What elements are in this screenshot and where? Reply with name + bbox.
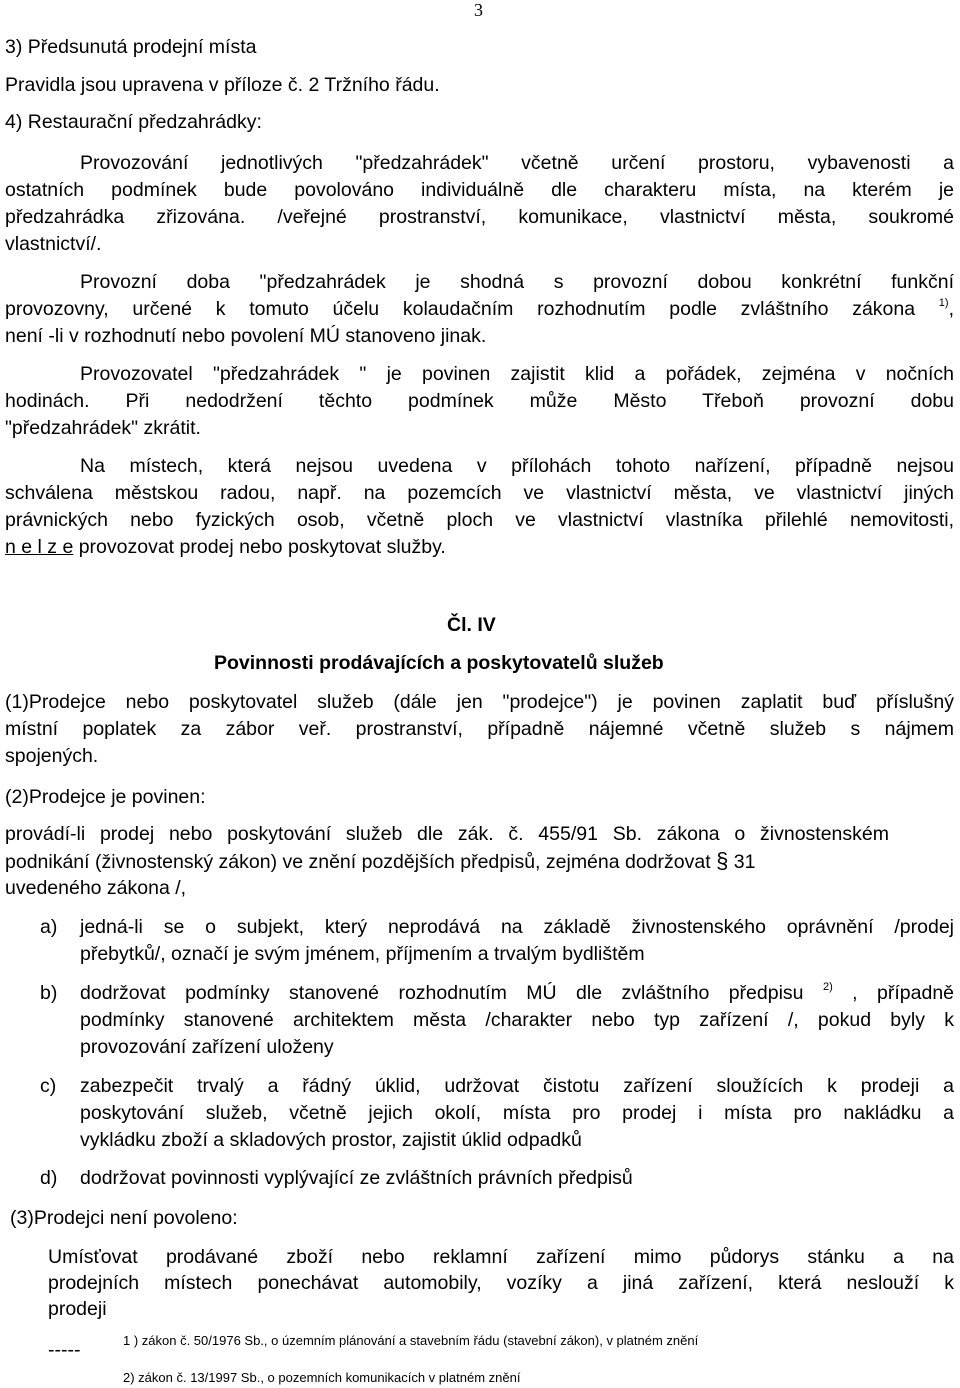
item-b-line-3: provozování zařízení uloženy bbox=[80, 1036, 334, 1058]
para-2-line-2 bbox=[5, 849, 755, 874]
section-4-heading: 4) Restaurační předzahrádky: bbox=[5, 111, 262, 133]
para-2-line-1: provádí-li prodej nebo poskytování služeb dle zák. č. 455/91 Sb. zákona o živnostenském bbox=[5, 823, 889, 845]
para-3-line-2: prodejních místech ponechávat automobily, vozíky a jiná zařízení, která neslouží k bbox=[48, 1272, 954, 1294]
para-2-heading: (2)Prodejce je povinen: bbox=[5, 786, 206, 808]
section-4-p1-line-2: ostatních podmínek bude povolováno individuálně dle charakteru místa, na kterém je bbox=[5, 179, 954, 201]
para-3-heading: (3)Prodejci není povoleno: bbox=[10, 1207, 238, 1229]
item-a-line-1: jedná-li se o subjekt, který neprodává na základě živnostenského oprávnění /prodej bbox=[80, 916, 954, 938]
item-b-line-2: podmínky stanovené architektem města /charakter nebo typ zařízení /, pokud byly k bbox=[80, 1009, 954, 1031]
para-3-line-1: Umísťovat prodávané zboží nebo reklamní zařízení mimo půdorys stánku a na bbox=[48, 1246, 954, 1268]
section-4-p2-line-2-end: , bbox=[948, 298, 954, 320]
item-c-line-2: poskytování služeb, včetně jejich okolí, místa pro prodej i místa pro nakládku a bbox=[80, 1102, 954, 1124]
item-a-line-2: přebytků/, označí je svým jménem, příjmením a trvalým bydlištěm bbox=[80, 943, 645, 965]
item-b-marker: b) bbox=[40, 982, 58, 1004]
item-c-marker: c) bbox=[40, 1075, 57, 1097]
para-1-line-2: místní poplatek za zábor veř. prostranství, případně nájemné včetně služeb s nájmem bbox=[5, 718, 954, 740]
section-4-p2-line-3: není -li v rozhodnutí nebo povolení MÚ stanoveno jinak. bbox=[5, 325, 487, 347]
section-4-p4-line-2: schválena městskou radou, např. na pozemcích ve vlastnictví města, ve vlastnictví jiných bbox=[5, 482, 954, 504]
section-4-p3-line-3: "předzahrádek" zkrátit. bbox=[5, 417, 201, 439]
nelze-emphasis: n e l z e bbox=[5, 536, 74, 558]
section-3-heading: 3) Předsunutá prodejní místa bbox=[5, 36, 257, 58]
para-2-line-3: uvedeného zákona /, bbox=[5, 877, 187, 899]
item-c-line-1: zabezpečit trvalý a řádný úklid, udržovat čistotu zařízení sloužících k prodeji a bbox=[80, 1075, 954, 1097]
para-1-line-1: (1)Prodejce nebo poskytovatel služeb (dále jen "prodejce") je povinen zaplatit buď příslušný bbox=[5, 691, 954, 713]
page-number: 3 bbox=[474, 0, 483, 20]
section-4-p2-line-2 bbox=[5, 297, 954, 321]
section-4-p1-line-3: předzahrádka zřizována. /veřejné prostranství, komunikace, vlastnictví města, soukromé bbox=[5, 206, 954, 228]
para-1-line-3: spojených. bbox=[5, 745, 99, 767]
footnote-2: 2) zákon č. 13/1997 Sb., o pozemních komunikacích v platném znění bbox=[123, 1370, 521, 1385]
section-4-p1-line-1: Provozování jednotlivých "předzahrádek" včetně určení prostoru, vybavenosti a bbox=[80, 152, 954, 174]
item-d-marker: d) bbox=[40, 1167, 58, 1189]
section-4-p3-line-2: hodinách. Při nedodržení těchto podmínek může Město Třeboň provozní dobu bbox=[5, 390, 954, 412]
section-4-p4-line-1: Na místech, která nejsou uvedena v přílohách tohoto nařízení, případně nejsou bbox=[80, 455, 954, 477]
section-4-p4-line-4 bbox=[5, 535, 446, 559]
para-2-line-2-num: 31 bbox=[733, 851, 756, 873]
para-3-line-3: prodeji bbox=[48, 1298, 107, 1320]
section-4-p4-line-4-rest: provozovat prodej nebo poskytovat služby. bbox=[73, 536, 446, 558]
item-b-line-1 bbox=[80, 981, 954, 1005]
section-4-p1-line-4: vlastnictví/. bbox=[5, 233, 102, 255]
para-2-line-2-text: podnikání (živnostenský zákon) ve znění pozdějších předpisů, zejména dodržovat bbox=[5, 851, 711, 873]
article-title: Povinnosti prodávajících a poskytovatelů služeb bbox=[214, 652, 664, 674]
section-3-text: Pravidla jsou upravena v příloze č. 2 Tržního řádu. bbox=[5, 74, 440, 96]
footnote-separator: ----- bbox=[48, 1339, 81, 1361]
item-b-line-1-end: , případně bbox=[832, 982, 955, 1004]
footnote-ref-2: 2) bbox=[822, 981, 833, 993]
section-sign: § bbox=[716, 848, 729, 873]
item-a-marker: a) bbox=[40, 916, 58, 938]
item-b-line-1-text: dodržovat podmínky stanovené rozhodnutím MÚ dle zvláštního předpisu bbox=[80, 982, 804, 1004]
section-4-p4-line-3: právnických nebo fyzických osob, včetně ploch ve vlastnictví vlastníka přilehlé nemovitosti, bbox=[5, 509, 954, 531]
item-c-line-3: vykládku zboží a skladových prostor, zajistit úklid odpadků bbox=[80, 1129, 582, 1151]
article-number: Čl. IV bbox=[447, 614, 496, 636]
footnote-ref-1: 1) bbox=[938, 297, 949, 309]
section-4-p3-line-1: Provozovatel "předzahrádek " je povinen zajistit klid a pořádek, zejména v nočních bbox=[80, 363, 954, 385]
footnote-1: 1 ) zákon č. 50/1976 Sb., o územním plánování a stavebním řádu (stavební zákon), v platném znění bbox=[123, 1333, 699, 1348]
item-d-line-1: dodržovat povinnosti vyplývající ze zvláštních právních předpisů bbox=[80, 1167, 633, 1189]
section-4-p2-line-2-text: provozovny, určené k tomuto účelu kolaudačním rozhodnutím podle zvláštního zákona bbox=[5, 298, 916, 320]
section-4-p2-line-1: Provozní doba "předzahrádek je shodná s provozní dobou konkrétní funkční bbox=[80, 271, 954, 293]
